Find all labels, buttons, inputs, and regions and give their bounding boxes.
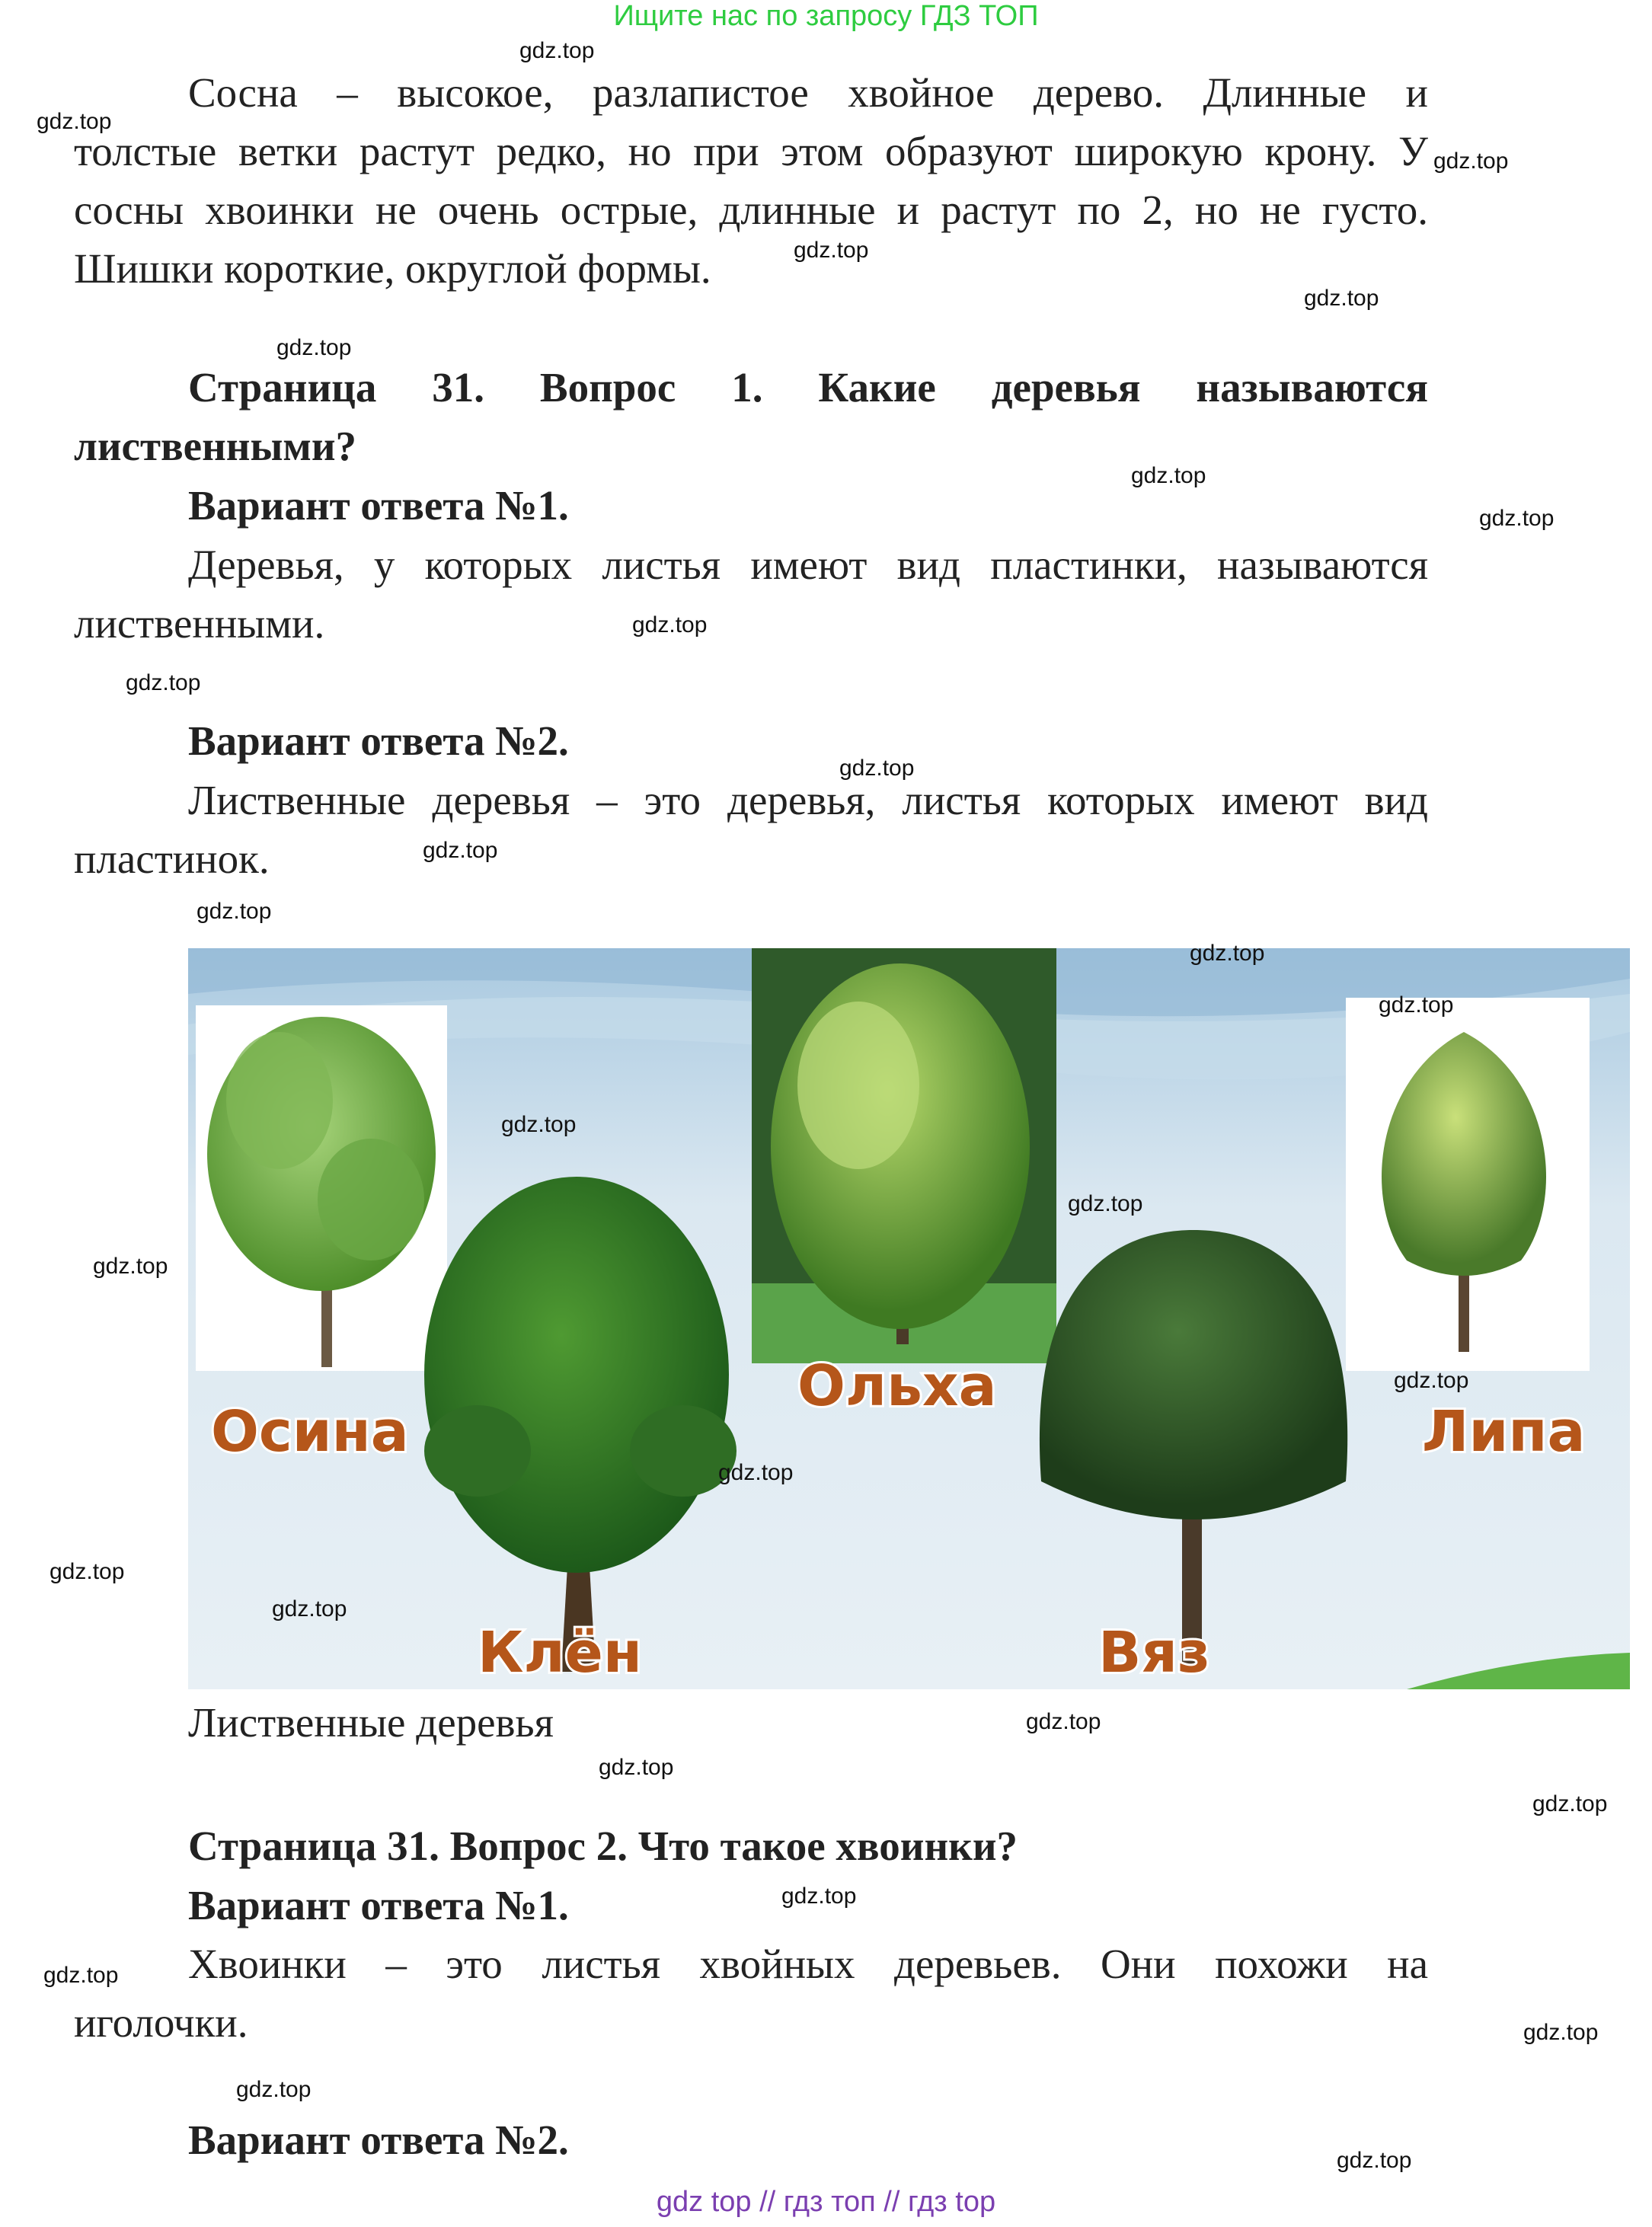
intro-line-2: толстые ветки растут редко, но при этом образуют широкую крону. У xyxy=(74,128,1428,174)
intro-line-1: Сосна – высокое, разлапистое хвойное дерево. Длинные и xyxy=(188,69,1428,116)
q2-variant-1-line-2: иголочки. xyxy=(74,1999,248,2046)
tree-label-maple: Клён xyxy=(478,1620,643,1685)
watermark: gdz.top xyxy=(1304,286,1379,311)
q1-variant-2-title: Вариант ответа №2. xyxy=(188,717,569,764)
watermark: gdz.top xyxy=(50,1559,125,1584)
watermark: gdz.top xyxy=(37,109,112,134)
deciduous-trees-figure xyxy=(188,948,1630,1689)
q2-variant-1-line-1: Хвоинки – это листья хвойных деревьев. Они похожи на xyxy=(188,1941,1428,1987)
watermark: gdz.top xyxy=(1479,506,1555,531)
watermark: gdz.top xyxy=(272,1596,347,1622)
watermark: gdz.top xyxy=(1026,1709,1101,1734)
tree-label-linden: Липа xyxy=(1422,1399,1586,1465)
q1-heading-line-2: лиственными? xyxy=(74,423,357,469)
tree-label-aspen: Осина xyxy=(211,1399,409,1465)
watermark: gdz.top xyxy=(1131,463,1206,488)
q2-variant-1-title: Вариант ответа №1. xyxy=(188,1882,569,1928)
watermark: gdz.top xyxy=(718,1460,794,1485)
watermark: gdz.top xyxy=(236,2077,312,2102)
trees-illustration xyxy=(188,948,1630,1689)
q1-variant-1-line-2: лиственными. xyxy=(74,600,325,647)
search-banner[interactable]: Ищите нас по запросу ГДЗ ТОП xyxy=(613,0,1039,32)
watermark: gdz.top xyxy=(197,899,272,924)
watermark: gdz.top xyxy=(1379,992,1454,1018)
watermark: gdz.top xyxy=(1523,2020,1599,2045)
q1-variant-1-title: Вариант ответа №1. xyxy=(188,482,569,529)
watermark: gdz.top xyxy=(1190,941,1265,966)
watermark: gdz.top xyxy=(276,335,352,360)
footer-links[interactable]: gdz top // гдз топ // гдз top xyxy=(656,2186,996,2218)
watermark: gdz.top xyxy=(1337,2148,1412,2173)
q2-variant-2-title: Вариант ответа №2. xyxy=(188,2117,569,2163)
watermark: gdz.top xyxy=(501,1112,577,1137)
watermark: gdz.top xyxy=(1394,1368,1469,1393)
q1-heading-line-1: Страница 31. Вопрос 1. Какие деревья называются xyxy=(188,364,1428,411)
watermark: gdz.top xyxy=(781,1884,857,1909)
intro-line-4: Шишки короткие, округлой формы. xyxy=(74,245,711,292)
watermark: gdz.top xyxy=(839,756,915,781)
watermark: gdz.top xyxy=(1532,1791,1608,1816)
tree-label-elm: Вяз xyxy=(1098,1620,1210,1685)
watermark: gdz.top xyxy=(1433,149,1509,174)
q1-variant-2-line-2: пластинок. xyxy=(74,836,270,882)
tree-label-alder: Ольха xyxy=(797,1353,997,1419)
watermark: gdz.top xyxy=(423,838,498,863)
q2-heading: Страница 31. Вопрос 2. Что такое хвоинки? xyxy=(188,1823,1018,1869)
watermark: gdz.top xyxy=(632,612,708,637)
intro-line-3: сосны хвоинки не очень острые, длинные и растут по 2, но не густо. xyxy=(74,187,1428,233)
watermark: gdz.top xyxy=(93,1254,168,1279)
watermark: gdz.top xyxy=(794,238,869,263)
watermark: gdz.top xyxy=(126,670,201,695)
watermark: gdz.top xyxy=(519,38,595,63)
q1-variant-2-line-1: Лиственные деревья – это деревья, листья которых имеют вид xyxy=(188,777,1428,823)
watermark: gdz.top xyxy=(1068,1191,1143,1216)
figure-caption: Лиственные деревья xyxy=(188,1699,554,1746)
watermark: gdz.top xyxy=(43,1963,119,1988)
q1-variant-1-line-1: Деревья, у которых листья имеют вид пластинки, называются xyxy=(188,542,1428,588)
watermark: gdz.top xyxy=(599,1755,674,1780)
